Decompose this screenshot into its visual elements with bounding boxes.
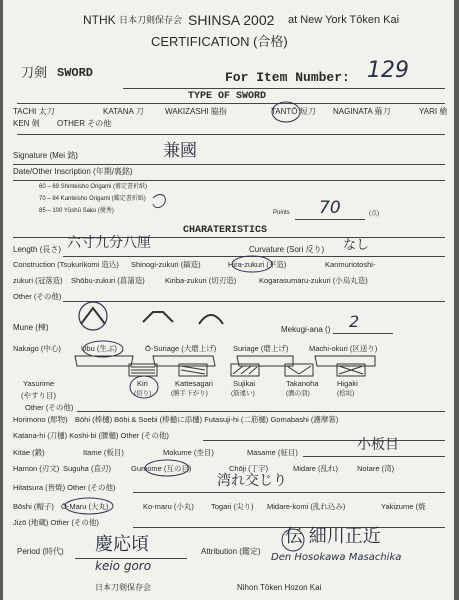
org-acronym: NTHK [83,13,116,27]
hamon-gumome: Gumome (互の目) [131,464,192,473]
construction-kanmuri: Kanmuriotoshi- [325,260,376,269]
hamon-choji: Chōji (丁字) [229,464,269,473]
origami-check-mark [153,195,165,208]
attribution-value: 伝 細川正近 [285,526,381,547]
date-inscription-label: Date/Other Inscription (年期/裏銘) [13,167,133,176]
type-tanto: TANTŌ 短刀 [271,107,316,116]
construction-other: Other (その他) [13,292,62,301]
construction-kogarasumaru: Kogarasumaru-zukuri (小烏丸造) [259,276,368,285]
length-value: 六寸九分八厘 [67,235,151,251]
yasurime-label-jp: (やすり目) [21,391,56,400]
curvature-label: Curvature (Sori 反り) [249,245,325,254]
yasurime-sujikai-jp: (筋違い) [231,390,255,397]
boshi-omaru: Ō-Maru (大丸) [61,502,109,511]
period-label: Period (時代) [17,547,64,556]
nakago-ubu: Ubu (生ぶ) [81,344,117,353]
construction-kanmuri-cont: zukuri (冠落造) [13,276,63,285]
kitae-mokume: Mokume (杢目) [163,448,214,457]
yasurime-kattesagari: Kattesagari [175,379,213,388]
characteristics-heading: CHARATERISTICS [183,225,268,236]
nakago-machiokuri: Machi-okuri (区送り) [309,344,378,353]
type-yari: YARI 槍 [419,107,448,116]
yasurime-sujikai: Sujikai [233,379,256,388]
jizo-line: Jizō (地蔵) Other (その他) [13,518,99,527]
hira-zukuri-selection-circle [232,256,272,272]
horimono-label: Horimono (彫物) [13,415,68,424]
length-label: Length (長さ) [13,245,62,254]
hamon-suguha: Suguha (直刃) [63,464,111,473]
yasurime-kiri-jp: (切り) [134,390,152,397]
signature-label: Signature (Mei 銘) [13,151,78,160]
ubu-selection-circle [83,341,123,357]
yasurime-other: Other (その他) [25,403,74,412]
footer-en: Nihon Tōken Hozon Kai [237,583,322,592]
tanto-selection-circle [272,102,300,122]
nakago-suriage: Suriage (磨上げ) [233,344,289,353]
curvature-value: なし [343,238,370,253]
mune-mitsu-shape [143,312,173,322]
yasurime-label: Yasurime [23,379,55,388]
hamon-notare: Notare (湾) [357,464,395,473]
type-katana: KATANA 刀 [103,107,144,116]
boshi-komaru: Ko-maru (小丸) [143,502,194,511]
yasurime-takanoha-jp: (鷹の羽) [286,390,310,397]
gumome-selection-circle [145,460,189,476]
yasurime-higaki-jp: (桧垣) [337,390,355,397]
hamon-value: 湾れ交じり [217,473,287,489]
type-ken: KEN 剣 [13,119,40,128]
mune-maru-shape [199,315,223,324]
type-naginata: NAGINATA 薙刀 [333,107,391,116]
mekugi-value: 2 [349,312,360,331]
boshi-label: Bōshi (帽子) [13,502,54,511]
nakago-osuriage: Ō-Suriage (大磨上げ) [145,344,217,353]
mekugi-label: Mekugi-ana () [281,325,331,334]
nakago-ubu-shape [75,356,133,366]
origami-tier-2: 70 – 84 Kanteisho Origami (鑑定書折紙) [39,196,146,202]
mune-selection-circle [79,302,107,330]
boshi-yakizume: Yakizume (焼 [381,502,426,511]
period-value: 慶応頃 [95,534,149,555]
type-tachi: TACHI 太刀 [13,107,55,116]
attribution-romaji: Den Hosokawa Masachika [271,552,402,563]
footer-jp: 日本刀剣保存会 [95,583,151,592]
kitae-value: 小板目 [357,437,399,453]
certificate-page [3,0,454,600]
item-number-value: 129 [367,58,409,83]
hamon-midare: Midare (乱れ) [293,464,339,473]
kiri-selection-circle [130,376,158,398]
origami-tier-3: 85 – 100 Yūshū Saku (優秀) [39,208,114,214]
construction-shobu: Shōbu-zukuri (菖蒲造) [71,276,145,285]
origami-tier-1: 60 – 69 Shinteisho Origami (審定書折紙) [39,184,148,190]
item-number-label: For Item Number: [225,70,350,85]
kitae-masame: Masame (柾目) [247,448,298,457]
attribution-label: Attribution (鑑定) [201,547,261,556]
signature-value: 兼國 [163,141,197,161]
points-unit: (点) [369,211,379,217]
katana-hi-line: Katana-hi (刀樋) Koshi-bi (腰樋) Other (その他) [13,431,169,440]
construction-hira: Hira-zukuri (平造) [228,260,287,269]
sword-label-jp: 刀剣 [21,65,48,80]
yasurime-kiri: Kiri [137,379,148,388]
type-other: OTHER その他 [57,119,112,128]
nakago-label: Nakago (中心) [13,344,61,353]
event-location: at New York Tōken Kai [288,14,400,26]
hamon-label: Hamon (刃文) [13,464,60,473]
kitae-itame: Itame (板目) [83,448,124,457]
mune-iori-shape [81,308,105,324]
points-value: 70 [319,198,341,218]
period-romaji: keio goro [95,559,152,573]
construction-label: Construction (Tsukurikomi 造込) [13,260,119,269]
certificate-title: CERTIFICATION (合格) [151,34,288,49]
horimono-items: Bōhi (棒樋) Bōhi & Soebi (棒樋に添樋) Futasuji-hi (二筋樋) Gomabashi (護摩箸) [75,415,339,424]
event-title: SHINSA 2002 [188,12,275,28]
den-circle [282,529,304,551]
construction-shinogi: Shinogi-zukuri (鎬造) [131,260,201,269]
mune-label: Mune (棟) [13,323,49,332]
points-label: Points [273,210,290,216]
boshi-midarekomi: Midare-komi (乱れ込み) [267,502,346,511]
boshi-togari: Togari (尖り) [211,502,254,511]
type-of-sword-heading: TYPE OF SWORD [188,91,267,102]
yasurime-kattesagari-jp: (勝手下がり) [171,390,208,397]
kitae-label: Kitae (鍛) [13,448,45,457]
yasurime-takanoha: Takanoha [286,379,319,388]
yasurime-higaki: Higaki [337,379,358,388]
type-wakizashi: WAKIZASHI 脇指 [165,107,227,116]
construction-kiriba: Kiriba-zukuri (切刃造) [165,276,237,285]
sword-label: SWORD [57,66,94,80]
org-japanese: 日本刀剣保存会 [119,15,183,25]
pen-marks-overlay [3,0,454,600]
omaru-selection-circle [65,498,113,514]
hitatsura-line: Hitatsura (皆焼) Other (その他) [13,483,116,492]
